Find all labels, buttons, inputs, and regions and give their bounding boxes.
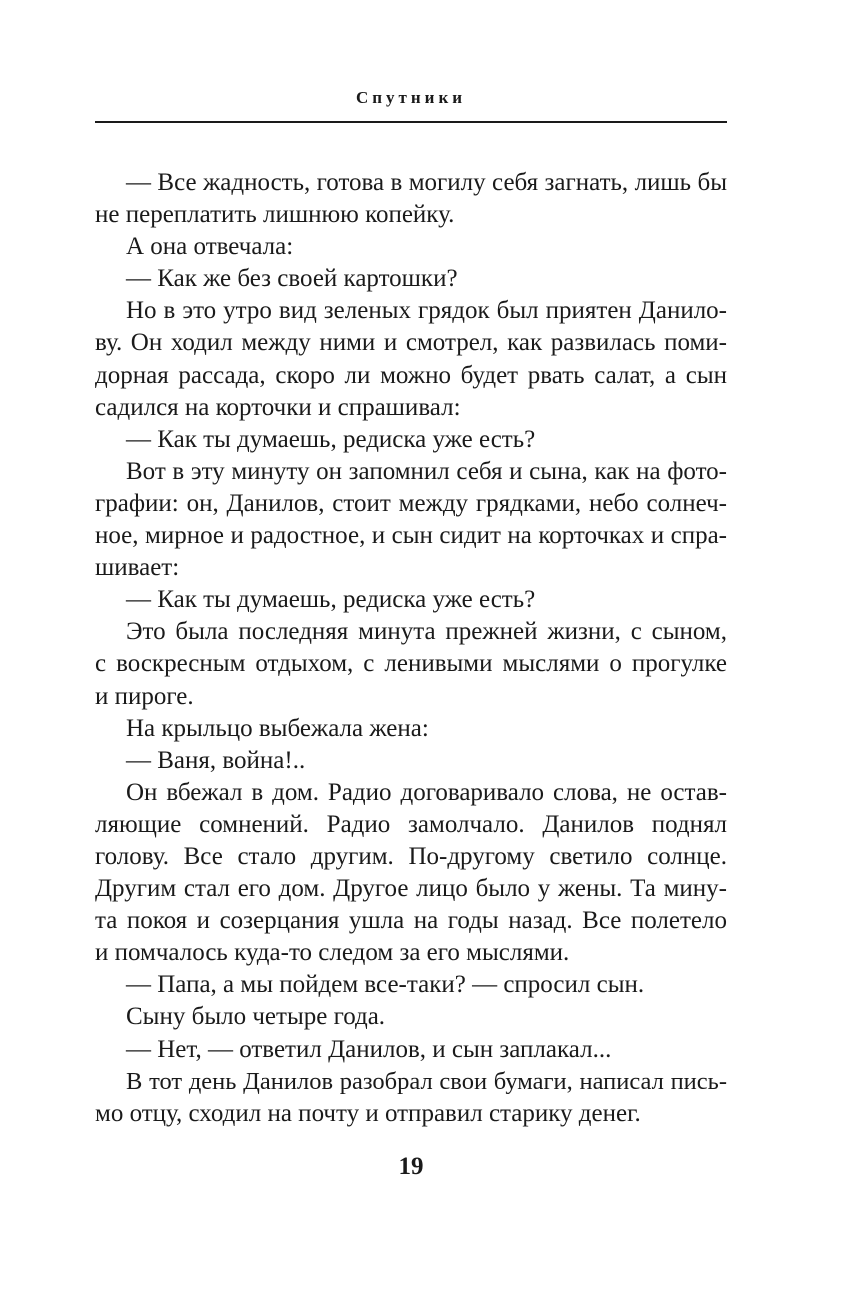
text-line: с воскресным отдыхом, с ленивыми мыслями о прогулке <box>95 650 727 678</box>
text-line: голову. Все стало другим. По-другому светило солнце. <box>95 842 727 870</box>
text-line: А она отвечала: <box>126 233 294 261</box>
text-line: — Папа, а мы пойдем все-таки? — спросил сын. <box>126 971 645 999</box>
body-text <box>95 167 727 1130</box>
text-line: ву. Он ходил между ними и смотрел, как развилась поми- <box>95 329 727 357</box>
text-line: шивает: <box>95 554 180 582</box>
page-number: 19 <box>398 1153 424 1180</box>
text-line: Он вбежал в дом. Радио договаривало слова, не остав- <box>126 778 727 806</box>
text-line: и пироге. <box>95 682 194 710</box>
text-line: дорная рассада, скоро ли можно будет рвать салат, а сын <box>95 361 727 389</box>
text-line: ляющие сомнений. Радио замолчало. Данилов поднял <box>95 810 727 838</box>
text-line: На крыльцо выбежала жена: <box>126 714 429 742</box>
text-line: — Как же без своей картошки? <box>126 265 458 293</box>
text-line: и помчалось куда-то следом за его мыслями. <box>95 939 570 967</box>
text-line: — Как ты думаешь, редиска уже есть? <box>126 586 536 614</box>
text-line: Сыну было четыре года. <box>126 1003 386 1031</box>
text-line: — Все жадность, готова в могилу себя загнать, лишь бы <box>126 169 727 196</box>
text-line: та покоя и созерцания ушла на годы назад. Все полетело <box>95 907 727 935</box>
text-line: графии: он, Данилов, стоит между грядками, небо солнеч- <box>95 489 727 517</box>
text-line: — Как ты думаешь, редиска уже есть? <box>126 425 536 453</box>
text-line: не переплатить лишнюю копейку. <box>95 201 455 229</box>
header-rule <box>95 121 727 123</box>
text-line: Но в это утро вид зеленых грядок был приятен Данило- <box>126 297 727 325</box>
text-line: Другим стал его дом. Другое лицо было у жены. Та мину- <box>95 875 727 903</box>
text-line: ное, мирное и радостное, и сын сидит на корточках и спра- <box>95 522 727 550</box>
text-line: В тот день Данилов разобрал свои бумаги, написал пись- <box>126 1067 727 1095</box>
text-line: — Нет, — ответил Данилов, и сын заплакал... <box>126 1035 612 1063</box>
text-line: Вот в эту минуту он запомнил себя и сына, как на фото- <box>126 457 727 485</box>
text-line: мо отцу, сходил на почту и отправил старику денег. <box>95 1099 641 1127</box>
text-line: — Ваня, война!.. <box>126 746 306 774</box>
text-line: садился на корточки и спрашивал: <box>95 393 461 421</box>
text-line: Это была последняя минута прежней жизни, с сыном, <box>126 618 727 646</box>
running-head: Спутники <box>355 88 467 107</box>
